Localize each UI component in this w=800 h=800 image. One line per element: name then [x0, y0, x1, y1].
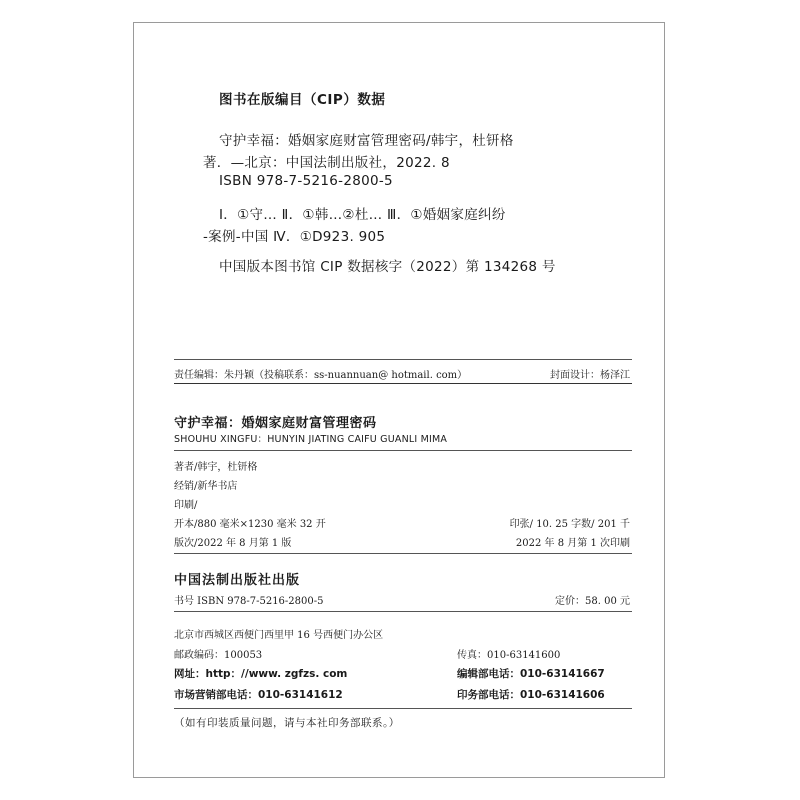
distributor: 经销/新华书店: [174, 481, 238, 492]
print-dept-phone: 印务部电话：010-63141606: [457, 689, 605, 701]
website: 网址：http：//www. zgfzs. com: [174, 668, 348, 680]
cip-classification-line: Ⅰ．①守… Ⅱ．①韩…②杜… Ⅲ．①婚姻家庭纠纷: [219, 207, 506, 223]
publisher-name: 中国法制出版社出版: [174, 573, 301, 588]
publisher-address: 北京市西城区西便门西里甲 16 号西便门办公区: [174, 630, 384, 641]
printer: 印刷/: [174, 500, 198, 511]
book-title-pinyin: SHOUHU XINGFU：HUNYIN JIATING CAIFU GUANLI MIMA: [174, 434, 448, 445]
cip-record-number: 中国版本图书馆 CIP 数据核字（2022）第 134268 号: [219, 259, 556, 275]
divider-title: [174, 450, 632, 451]
postcode: 邮政编码：100053: [174, 650, 263, 661]
cip-heading: 图书在版编目（CIP）数据: [219, 92, 386, 108]
divider-editor: [174, 383, 632, 384]
edition: 版次/2022 年 8 月第 1 版: [174, 538, 292, 549]
book-title: 守护幸福：婚姻家庭财富管理密码: [174, 416, 377, 431]
quality-note: （如有印装质量问题，请与本社印务部联系。）: [174, 717, 400, 729]
cip-classification-cont: -案例-中国 Ⅳ．①D923. 905: [203, 229, 386, 245]
editorial-phone: 编辑部电话：010-63141667: [457, 668, 605, 680]
cip-publication-line: 著．—北京：中国法制出版社，2022. 8: [203, 155, 450, 171]
divider-publisher: [174, 611, 632, 612]
marketing-phone: 市场营销部电话：010-63141612: [174, 689, 343, 701]
responsible-editor: 责任编辑：朱丹颖（投稿联系：ss-nuannuan@ hotmail. com）: [174, 370, 468, 381]
divider-details: [174, 553, 632, 554]
authors: 著者/韩宇，杜钘格: [174, 462, 258, 473]
divider-top: [174, 359, 632, 360]
cip-isbn-line: ISBN 978-7-5216-2800-5: [219, 173, 393, 189]
cip-title-line: 守护幸福：婚姻家庭财富管理密码/韩宇，杜钘格: [219, 133, 514, 149]
publisher-isbn: 书号 ISBN 978-7-5216-2800-5: [174, 596, 324, 607]
fax-number: 传真：010-63141600: [457, 650, 561, 661]
book-format: 开本/880 毫米×1230 毫米 32 开: [174, 519, 326, 530]
divider-contact: [174, 708, 632, 709]
price: 定价：58. 00 元: [555, 596, 630, 607]
print-run: 2022 年 8 月第 1 次印刷: [515, 538, 630, 549]
cover-designer: 封面设计：杨泽江: [550, 370, 630, 381]
copyright-page: [133, 22, 665, 778]
sheets-and-words: 印张/ 10. 25 字数/ 201 千: [509, 519, 630, 530]
